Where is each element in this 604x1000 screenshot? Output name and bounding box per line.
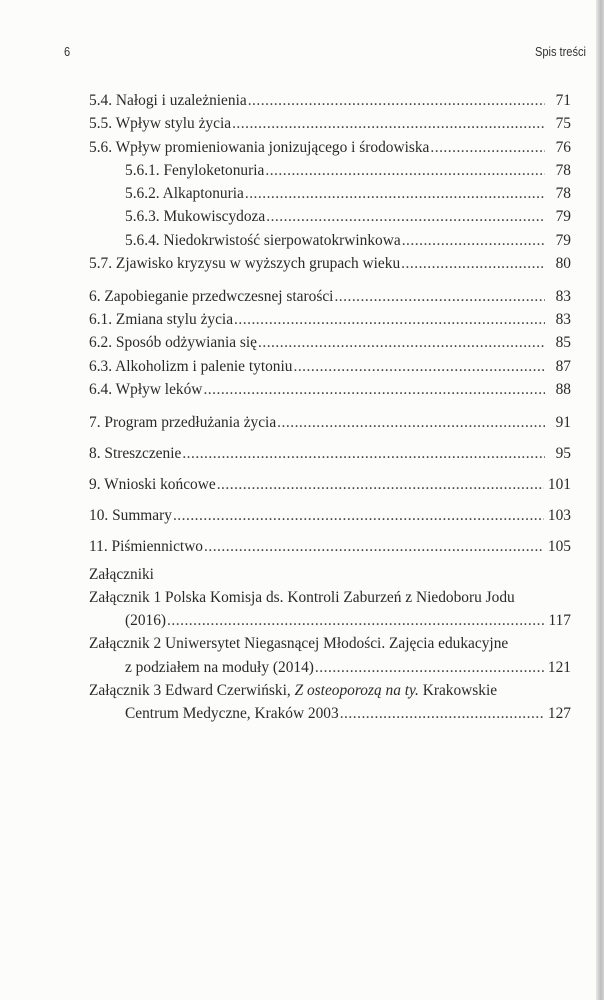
toc-entry-title: 6.2. Sposób odżywiania się xyxy=(89,334,257,352)
toc-entry-title: 5.6. Wpływ promieniowania jonizującego i środowiska xyxy=(89,138,430,156)
toc-entry-title: 9. Wnioski końcowe xyxy=(89,476,216,494)
dot-leader xyxy=(232,112,545,135)
toc-entry-page: 103 xyxy=(547,507,571,525)
toc-entry[interactable] xyxy=(89,355,571,378)
toc-entry-title: 5.6.4. Niedokrwistość sierpowatokrwinkowa xyxy=(125,231,401,249)
appendices-heading-text: Załączniki xyxy=(89,565,154,583)
toc-entry-title: 5.4. Nałogi i uzależnienia xyxy=(89,92,247,109)
toc-entry[interactable] xyxy=(89,89,571,112)
toc-entry[interactable] xyxy=(89,504,571,527)
toc-entry-title: 5.6.2. Alkaptonuria xyxy=(125,185,244,203)
running-title: Spis treści xyxy=(535,44,586,59)
dot-leader xyxy=(182,442,545,465)
appendix-title-cont: (2016) xyxy=(125,612,167,630)
appendix-entry-line1 xyxy=(89,632,571,655)
toc-entry-page: 79 xyxy=(555,231,571,249)
toc-entry-page: 83 xyxy=(555,287,571,305)
appendix-entry-line2[interactable] xyxy=(89,609,571,632)
appendix-title: Załącznik 1 Polska Komisja ds. Kontroli Zaburzeń z Niedoboru Jodu xyxy=(89,588,515,606)
toc-entry[interactable] xyxy=(89,442,571,465)
appendix-title-cont: z podziałem na moduły (2014) xyxy=(125,658,314,676)
dot-leader xyxy=(217,473,544,496)
toc-entry-page: 88 xyxy=(555,381,571,399)
dot-leader xyxy=(293,355,545,378)
toc-entry-page: 87 xyxy=(555,357,571,375)
toc-entry-title: 6.1. Zmiana stylu życia xyxy=(89,311,234,329)
dot-leader xyxy=(234,308,545,331)
dot-leader xyxy=(203,378,545,401)
toc-entry-page: 80 xyxy=(555,255,571,273)
toc-entry-page: 71 xyxy=(555,92,571,109)
appendix-entry-line2[interactable] xyxy=(89,656,571,679)
toc-entry-page: 105 xyxy=(547,538,571,556)
appendix-entry-line1 xyxy=(89,586,571,609)
toc-entry-page: 75 xyxy=(555,115,571,133)
dot-leader xyxy=(266,205,545,228)
toc-entry-page: 76 xyxy=(555,138,571,156)
dot-leader xyxy=(248,89,545,112)
toc-entry-title: 6.3. Alkoholizm i palenie tytoniu xyxy=(89,357,293,375)
dot-leader xyxy=(340,702,544,725)
appendix-title-pre: Załącznik 3 Edward Czerwiński, xyxy=(89,682,295,700)
toc-entry-title: 5.6.3. Mukowiscydoza xyxy=(125,208,266,226)
appendix-entry-line2[interactable] xyxy=(89,702,571,725)
toc-entry[interactable] xyxy=(89,252,571,275)
appendix-title-italic: Z osteoporozą na ty. xyxy=(294,682,419,700)
appendix-entry-line1 xyxy=(89,679,571,702)
dot-leader xyxy=(315,656,544,679)
page-number: 6 xyxy=(64,44,71,59)
dot-leader xyxy=(334,285,545,308)
toc-entry[interactable] xyxy=(89,473,571,496)
appendices-heading xyxy=(89,563,571,586)
dot-leader xyxy=(167,609,544,632)
toc-entry-page: 95 xyxy=(555,444,571,462)
toc-entry[interactable] xyxy=(89,331,571,354)
dot-leader xyxy=(430,136,545,159)
appendix-title-cont: Centrum Medyczne, Kraków 2003 xyxy=(125,705,339,723)
toc-entry-page: 78 xyxy=(555,185,571,203)
table-of-contents xyxy=(89,89,571,726)
toc-entry[interactable] xyxy=(89,205,571,228)
toc-entry-page: 78 xyxy=(555,161,571,179)
dot-leader xyxy=(204,535,544,558)
appendix-title-post: Krakowskie xyxy=(418,682,498,700)
appendix-page: 127 xyxy=(547,705,571,723)
dot-leader xyxy=(258,331,545,354)
toc-entry[interactable] xyxy=(89,308,571,331)
toc-entry-page: 83 xyxy=(555,311,571,329)
toc-entry-title: 6. Zapobieganie przedwczesnej starości xyxy=(89,287,334,305)
dot-leader xyxy=(245,182,545,205)
toc-entry[interactable] xyxy=(89,411,571,434)
toc-entry-page: 79 xyxy=(555,208,571,226)
toc-entry-title: 11. Piśmiennictwo xyxy=(89,538,204,556)
toc-entry[interactable] xyxy=(89,229,571,252)
scan-edge xyxy=(596,0,604,1000)
toc-entry-title: 8. Streszczenie xyxy=(89,444,182,462)
toc-entry-page: 91 xyxy=(555,413,571,431)
toc-entry-title: 7. Program przedłużania życia xyxy=(89,413,277,431)
dot-leader xyxy=(265,159,545,182)
dot-leader xyxy=(402,229,545,252)
toc-entry[interactable] xyxy=(89,136,571,159)
toc-entry-page: 85 xyxy=(555,334,571,352)
dot-leader xyxy=(401,252,545,275)
dot-leader xyxy=(277,411,545,434)
toc-entry-title: 6.4. Wpływ leków xyxy=(89,381,203,399)
dot-leader xyxy=(173,504,544,527)
appendix-page: 121 xyxy=(547,658,571,676)
toc-entry[interactable] xyxy=(89,378,571,401)
toc-entry[interactable] xyxy=(89,535,571,558)
toc-entry[interactable] xyxy=(89,159,571,182)
toc-entry-title: 5.6.1. Fenyloketonuria xyxy=(125,161,265,179)
toc-entry[interactable] xyxy=(89,285,571,308)
toc-entry-page: 101 xyxy=(547,476,571,494)
toc-entry-title: 5.7. Zjawisko kryzysu w wyższych grupach wieku xyxy=(89,255,401,273)
toc-entry[interactable] xyxy=(89,182,571,205)
toc-entry-title: 10. Summary xyxy=(89,507,172,525)
appendix-page: 117 xyxy=(548,612,571,630)
appendix-title: Załącznik 2 Uniwersytet Niegasnącej Młodości. Zajęcia edukacyjne xyxy=(89,635,509,653)
toc-entry-title: 5.5. Wpływ stylu życia xyxy=(89,115,232,133)
toc-entry[interactable] xyxy=(89,112,571,135)
